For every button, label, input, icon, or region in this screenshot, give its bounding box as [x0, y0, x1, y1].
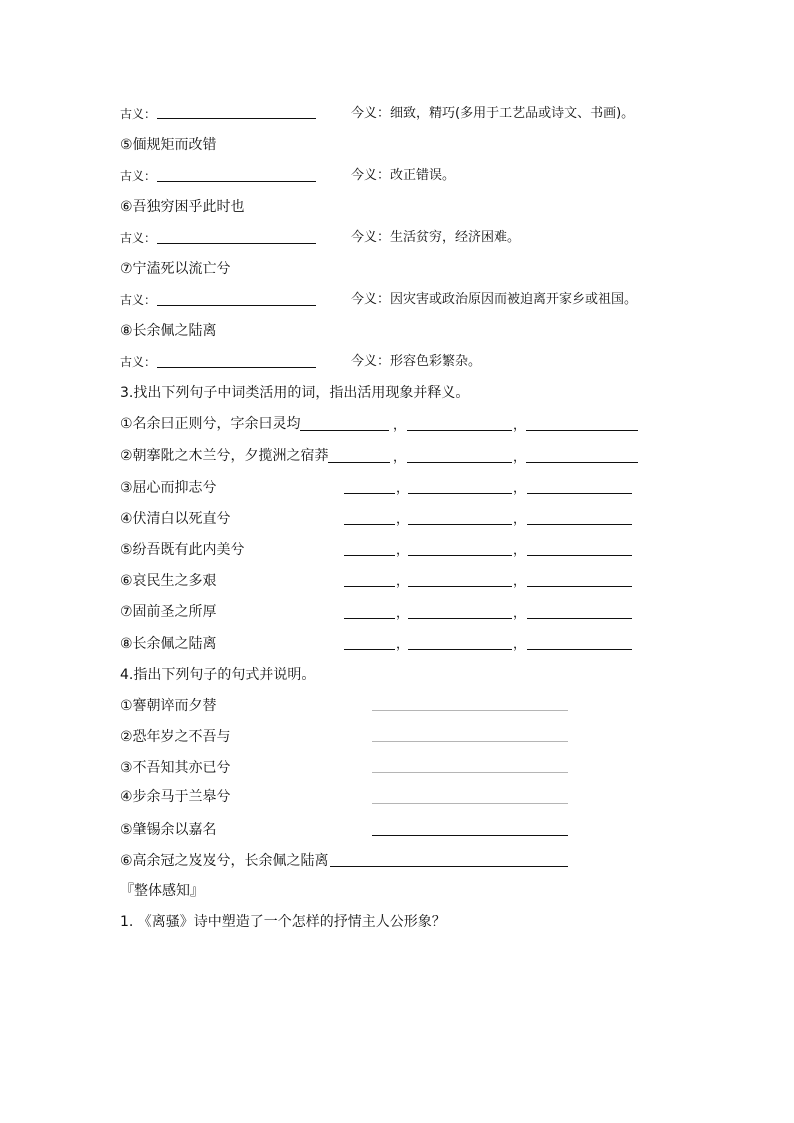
answer-blank[interactable] — [526, 430, 638, 431]
question-text: 1. 《离骚》诗中塑造了一个怎样的抒情主人公形象？ — [120, 914, 446, 930]
sentence-item: ⑦宁溘死以流亡兮 — [120, 261, 231, 277]
answer-blank[interactable] — [300, 430, 389, 431]
jinyi-text: 因灾害或政治原因而被迫离开家乡或祖国。 — [390, 292, 638, 307]
comma: ， — [513, 543, 527, 558]
answer-blank[interactable] — [527, 586, 632, 587]
sentence-item: ⑥吾独穷困乎此时也 — [120, 199, 245, 215]
comma: ， — [396, 637, 410, 652]
jin-label: 今义： — [351, 292, 391, 307]
jinyi-row — [351, 104, 634, 124]
answer-blank[interactable] — [157, 367, 316, 368]
comma: ， — [396, 574, 410, 589]
comma: ， — [396, 606, 410, 621]
sentence-item: ①名余曰正则兮，字余曰灵均 — [120, 416, 301, 432]
answer-blank[interactable] — [407, 430, 512, 431]
comma: ， — [513, 574, 527, 589]
sentence-item: ⑤肇锡余以嘉名 — [120, 822, 217, 838]
jinyi-row — [351, 166, 455, 186]
jin-label: 今义： — [351, 354, 391, 369]
comma: ， — [513, 512, 527, 527]
comma: ， — [396, 543, 410, 558]
answer-blank[interactable] — [408, 618, 512, 619]
gu-label: 古义： — [120, 355, 157, 369]
answer-blank[interactable] — [527, 649, 632, 650]
comma: ， — [513, 450, 527, 465]
jinyi-text: 改正错误。 — [390, 168, 456, 183]
answer-blank[interactable] — [344, 493, 395, 494]
answer-blank[interactable] — [157, 118, 316, 119]
sentence-item: ⑥哀民生之多艰 — [120, 573, 217, 589]
sentence-item: ⑧长余佩之陆离 — [120, 323, 217, 339]
gu-label: 古义： — [120, 169, 157, 183]
answer-blank[interactable] — [407, 462, 512, 463]
answer-blank[interactable] — [372, 803, 568, 804]
section-heading: 『整体感知』 — [120, 883, 204, 899]
answer-blank[interactable] — [372, 741, 568, 742]
answer-blank[interactable] — [157, 181, 316, 182]
jinyi-row — [351, 290, 637, 310]
answer-blank[interactable] — [328, 462, 390, 463]
sentence-item: ⑧长余佩之陆离 — [120, 636, 217, 652]
answer-blank[interactable] — [527, 524, 632, 525]
comma: ， — [513, 481, 527, 496]
answer-blank[interactable] — [372, 772, 568, 773]
sentence-item: ⑥高余冠之岌岌兮，长余佩之陆离 — [120, 853, 329, 869]
answer-blank[interactable] — [527, 555, 632, 556]
sentence-item: ④步余马于兰皋兮 — [120, 789, 231, 805]
answer-blank[interactable] — [408, 493, 512, 494]
answer-blank[interactable] — [408, 586, 512, 587]
jin-label: 今义： — [351, 106, 391, 121]
jinyi-text: 形容色彩繁杂。 — [390, 354, 482, 369]
sentence-item: ①謇朝谇而夕替 — [120, 698, 217, 714]
gu-label: 古义： — [120, 107, 157, 121]
section-4-title: 4.指出下列句子的句式并说明。 — [120, 667, 316, 683]
comma: ， — [393, 418, 407, 433]
answer-blank[interactable] — [408, 524, 512, 525]
sentence-item: ②朝搴阰之木兰兮，夕揽洲之宿莽 — [120, 448, 329, 464]
comma: ， — [396, 512, 410, 527]
answer-blank[interactable] — [526, 462, 638, 463]
comma: ， — [513, 637, 527, 652]
answer-blank[interactable] — [527, 618, 632, 619]
sentence-item: ⑤偭规矩而改错 — [120, 137, 217, 153]
answer-blank[interactable] — [408, 555, 512, 556]
answer-blank[interactable] — [372, 835, 568, 836]
jinyi-row — [351, 352, 481, 372]
answer-blank[interactable] — [527, 493, 632, 494]
answer-blank[interactable] — [344, 524, 395, 525]
answer-blank[interactable] — [157, 243, 316, 244]
sentence-item: ②恐年岁之不吾与 — [120, 729, 231, 745]
gu-label: 古义： — [120, 293, 157, 307]
answer-blank[interactable] — [344, 649, 395, 650]
jin-label: 今义： — [351, 230, 391, 245]
answer-blank[interactable] — [408, 649, 512, 650]
sentence-item: ④伏清白以死直兮 — [120, 511, 231, 527]
sentence-item: ⑦固前圣之所厚 — [120, 604, 217, 620]
gu-label: 古义： — [120, 231, 157, 245]
comma: ， — [393, 450, 407, 465]
answer-blank[interactable] — [157, 305, 316, 306]
answer-blank[interactable] — [344, 586, 395, 587]
answer-blank[interactable] — [372, 710, 568, 711]
jinyi-text: 生活贫穷，经济困难。 — [390, 230, 521, 245]
answer-blank[interactable] — [344, 555, 395, 556]
jinyi-row — [351, 228, 520, 248]
answer-blank[interactable] — [344, 618, 395, 619]
sentence-item: ③屈心而抑志兮 — [120, 480, 217, 496]
sentence-item: ③不吾知其亦已兮 — [120, 760, 231, 776]
sentence-item: ⑤纷吾既有此内美兮 — [120, 542, 245, 558]
comma: ， — [396, 481, 410, 496]
comma: ， — [513, 606, 527, 621]
section-3-title: 3.找出下列句子中词类活用的词，指出活用现象并释义。 — [120, 385, 470, 401]
answer-blank[interactable] — [330, 866, 568, 867]
jinyi-text: 细致，精巧(多用于工艺品或诗文、书画)。 — [390, 106, 635, 121]
comma: ， — [513, 418, 527, 433]
jin-label: 今义： — [351, 168, 391, 183]
